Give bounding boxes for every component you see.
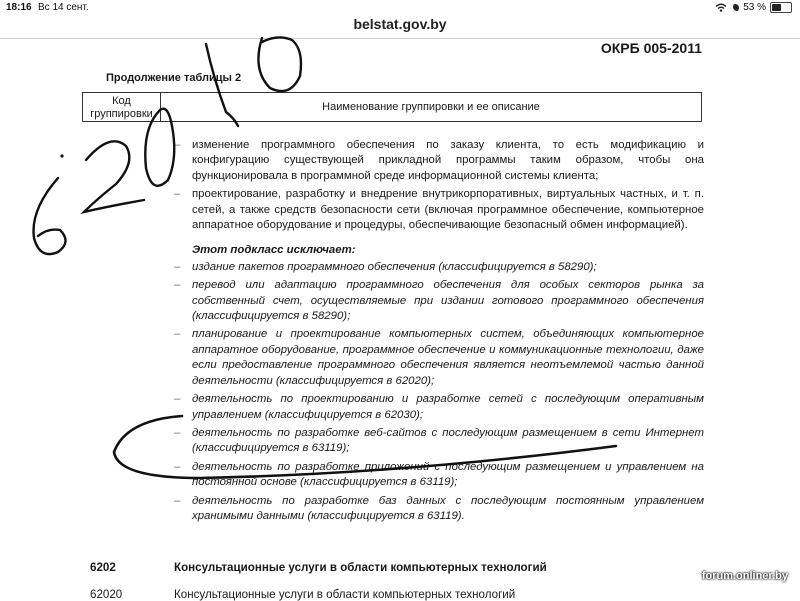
exclusion-item bbox=[174, 327, 704, 389]
section-code: 6202 bbox=[90, 561, 116, 574]
table-header bbox=[82, 92, 702, 122]
exclusion-item bbox=[174, 260, 704, 275]
document-code: ОКРБ 005-2011 bbox=[600, 40, 702, 56]
dash-bullet: – bbox=[174, 139, 181, 151]
section-6202 bbox=[90, 561, 710, 574]
item-text: перевод или адаптацию программного обеспечения для особых секторов рынка за собственный счет, осуществляемые при издании готового программного обеспечения (классифицируется в 58290); bbox=[192, 279, 704, 323]
status-right bbox=[715, 2, 792, 13]
dash-bullet: – bbox=[174, 460, 181, 473]
section-title: Консультационные услуги в области компьютерных технологий bbox=[174, 561, 547, 574]
dash-bullet: – bbox=[174, 426, 181, 439]
url-text: belstat.gov.by bbox=[353, 16, 447, 32]
ink-dot bbox=[60, 154, 63, 157]
handwritten-digit-2 bbox=[84, 141, 144, 212]
exclusion-item bbox=[174, 278, 704, 324]
item-text: издание пакетов программного обеспечения (классифицируется в 58290); bbox=[192, 260, 597, 273]
battery-fill bbox=[772, 4, 781, 11]
handwritten-digit-6 bbox=[34, 178, 66, 254]
item-text: изменение программного обеспечения по заказу клиента, то есть модификацию и конфигурацию существующей прикладной программы таким образом, чтобы она функционировала в программной среде информационной системы клиента; bbox=[192, 139, 704, 182]
moon-icon bbox=[731, 4, 739, 12]
url-bar[interactable] bbox=[0, 16, 800, 38]
watermark: forum.onliner.by bbox=[701, 570, 788, 582]
item-text: деятельность по разработке веб-сайтов с последующим размещением в сети Интернет (классифицируется в 63119); bbox=[192, 426, 704, 455]
table-continuation: Продолжение таблицы 2 bbox=[106, 72, 242, 84]
wifi-icon bbox=[715, 3, 727, 12]
dash-bullet: – bbox=[174, 494, 181, 507]
status-date: Вс 14 сент. bbox=[38, 2, 89, 13]
status-bar bbox=[0, 0, 800, 16]
item-text: планирование и проектирование компьютерных систем, объединяющих компьютерное аппаратное оборудование, программное обеспечение и коммуникационные технологии, даже если предоставление программного обеспечения является неотъемлемой частью данной деятельности (классифицируется в 62020); bbox=[192, 328, 704, 387]
header-name: Наименование группировки и ее описание bbox=[322, 101, 540, 113]
list-item bbox=[174, 138, 704, 184]
section-title: Консультационные услуги в области компьютерных технологий bbox=[174, 588, 516, 601]
header-code: Код группировки bbox=[83, 93, 161, 121]
battery-percent: 53 % bbox=[743, 2, 766, 13]
dash-bullet: – bbox=[174, 260, 181, 273]
battery-icon bbox=[770, 2, 792, 13]
document-body bbox=[174, 138, 704, 527]
exclusion-title: Этот подкласс исключает: bbox=[192, 244, 356, 257]
item-text: проектирование, разработку и внедрение внутрикорпоративных, виртуальных частных, и т. п. сетей, а также средств безопасности сети (включая программное обеспечение, компьютерное аппаратное оборудование и процедуры, обеспечивающие безопасный обмен информацией). bbox=[192, 188, 704, 232]
exclusion-item bbox=[174, 460, 704, 491]
section-code: 62020 bbox=[90, 588, 123, 601]
list-item bbox=[174, 187, 704, 233]
dash-bullet: – bbox=[174, 328, 181, 341]
dash-bullet: – bbox=[174, 188, 181, 201]
section-62020 bbox=[90, 588, 710, 601]
item-text: деятельность по разработке приложений с последующим размещением и управлением на постоянной основе (классифицируется в 63119); bbox=[192, 460, 704, 489]
exclusion-item bbox=[174, 494, 704, 525]
exclusion-item bbox=[174, 426, 704, 457]
item-text: деятельность по разработке баз данных с последующим постоянным управлением хранимыми данными (классифицируется в 63119). bbox=[192, 494, 704, 522]
toolbar-divider bbox=[0, 38, 800, 39]
dash-bullet: – bbox=[174, 393, 181, 406]
handwritten-circle bbox=[258, 37, 301, 91]
item-text: деятельность по проектированию и разработке сетей с последующим оперативным управлением (классифицируется в 62030); bbox=[192, 393, 704, 421]
exclusion-item bbox=[174, 392, 704, 423]
status-time: 18:16 bbox=[6, 2, 32, 13]
dash-bullet: – bbox=[174, 279, 181, 292]
